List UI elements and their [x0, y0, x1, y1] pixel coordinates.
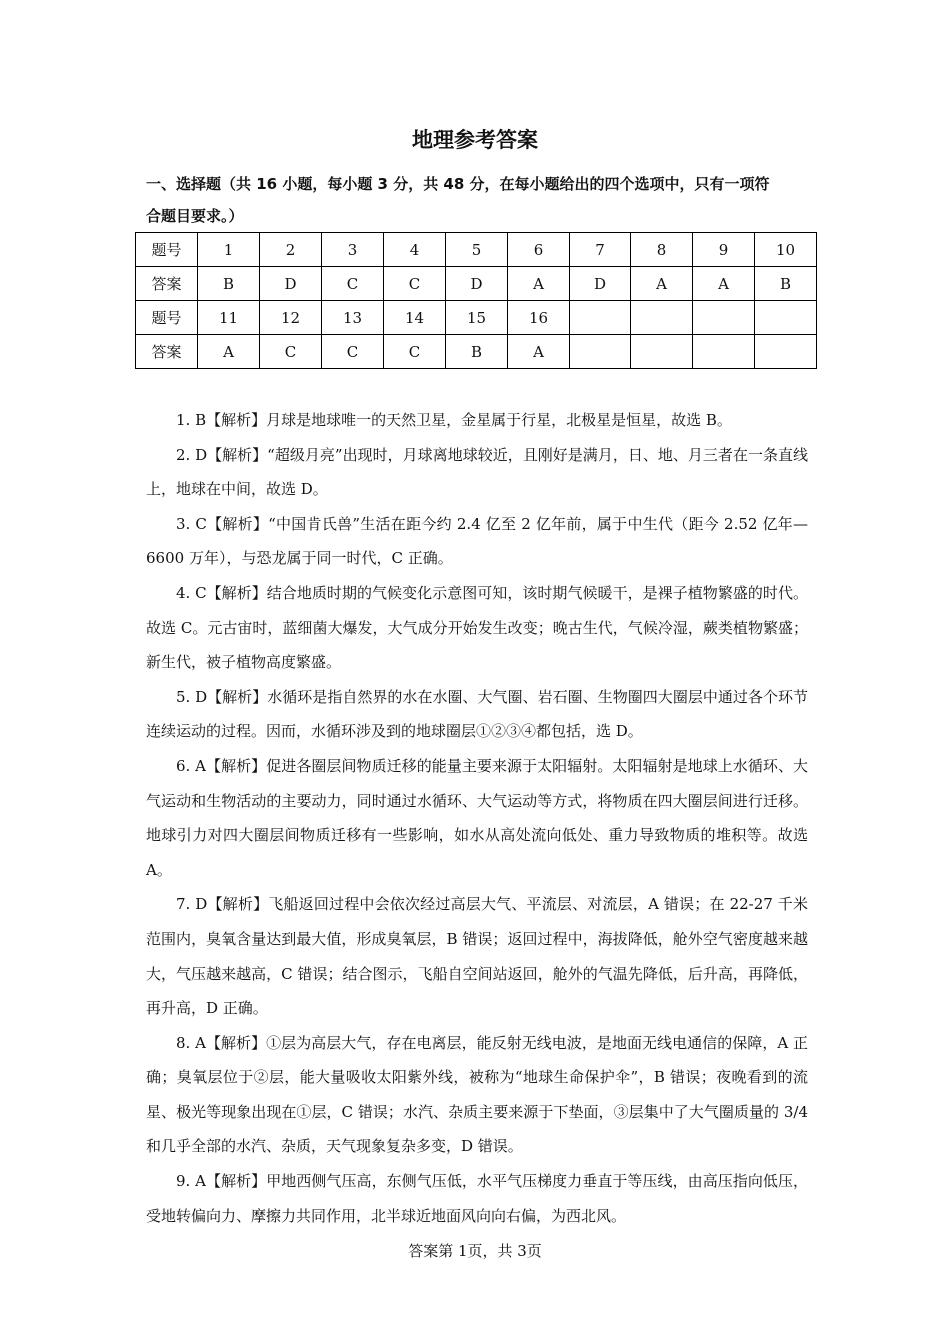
table-row: [136, 301, 817, 335]
table-cell: [755, 301, 817, 335]
table-cell: 10: [755, 233, 817, 267]
section-heading-line2: 合题目要求。）: [146, 207, 244, 225]
table-cell: 8: [631, 233, 693, 267]
table-cell: [570, 335, 631, 369]
table-cell: C: [322, 267, 384, 301]
table-cell: [693, 335, 755, 369]
table-cell: [631, 335, 693, 369]
explanation-item: 8. A【解析】①层为高层大气，存在电离层，能反射无线电波，是地面无线电通信的保障，A 正确；臭氧层位于②层，能大量吸收太阳紫外线，被称为“地球生命保护伞”，B 错误；夜晚看到的流星、极光等现象出现在①层，C 错误；水汽、杂质主要来源于下垫面，③层集中了大气圈质量的 3/4 和几乎全部的水汽、杂质，天气现象复杂多变，D 错误。: [146, 1033, 808, 1156]
explanation-item: 6. A【解析】促进各圈层间物质迁移的能量主要来源于太阳辐射。太阳辐射是地球上水循环、大气运动和生物活动的主要动力，同时通过水循环、大气运动等方式，将物质在四大圈层间进行迁移。地球引力对四大圈层间物质迁移有一些影响，如水从高处流向低处、重力导致物质的堆积等。故选 A。: [146, 756, 808, 879]
row-header-cell: 答案: [136, 335, 198, 369]
table-cell: B: [198, 267, 260, 301]
table-cell: A: [198, 335, 260, 369]
row-header-cell: 题号: [136, 301, 198, 335]
table-cell: C: [322, 335, 384, 369]
row-header-cell: 题号: [136, 233, 198, 267]
table-cell: A: [508, 335, 570, 369]
table-row: [136, 233, 817, 267]
table-cell: C: [260, 335, 322, 369]
table-row: [136, 335, 817, 369]
table-cell: [570, 301, 631, 335]
table-cell: 15: [446, 301, 508, 335]
table-cell: 4: [384, 233, 446, 267]
table-cell: 9: [693, 233, 755, 267]
table-cell: A: [631, 267, 693, 301]
table-cell: B: [446, 335, 508, 369]
table-cell: C: [384, 335, 446, 369]
answer-table: [135, 232, 817, 369]
table-cell: D: [570, 267, 631, 301]
table-cell: [755, 335, 817, 369]
table-cell: A: [693, 267, 755, 301]
table-cell: [631, 301, 693, 335]
table-cell: 2: [260, 233, 322, 267]
explanation-item: 9. A【解析】甲地西侧气压高，东侧气压低，水平气压梯度力垂直于等压线，由高压指向低压，受地转偏向力、摩擦力共同作用，北半球近地面风向向右偏，为西北风。: [146, 1172, 808, 1225]
explanation-list: [146, 403, 808, 1233]
explanation-item: 1. B【解析】月球是地球唯一的天然卫星，金星属于行星，北极星是恒星，故选 B。: [176, 411, 732, 429]
table-cell: 14: [384, 301, 446, 335]
table-cell: 6: [508, 233, 570, 267]
explanation-item: 7. D【解析】飞船返回过程中会依次经过高层大气、平流层、对流层，A 错误；在 22-27 千米范围内，臭氧含量达到最大值，形成臭氧层，B 错误；返回过程中，海拔降低，舱外空气密度越来越大，气压越来越高，C 错误；结合图示，飞船自空间站返回，舱外的气温先降低，后升高，再降低，再升高，D 正确。: [146, 895, 808, 1018]
table-cell: 5: [446, 233, 508, 267]
table-row: [136, 267, 817, 301]
table-cell: 11: [198, 301, 260, 335]
table-cell: D: [446, 267, 508, 301]
explanation-item: 4. C【解析】结合地质时期的气候变化示意图可知，该时期气候暖干，是裸子植物繁盛的时代。故选 C。元古宙时，蓝细菌大爆发，大气成分开始发生改变；晚古生代，气候冷湿，蕨类植物繁盛；新生代，被子植物高度繁盛。: [146, 583, 808, 672]
explanation-item: 3. C【解析】“中国肯氏兽”生活在距今约 2.4 亿至 2 亿年前，属于中生代（距今 2.52 亿年—6600 万年），与恐龙属于同一时代，C 正确。: [146, 514, 808, 568]
explanation-item: 5. D【解析】水循环是指自然界的水在水圈、大气圈、岩石圈、生物圈四大圈层中通过各个环节连续运动的过程。因而，水循环涉及到的地球圈层①②③④都包括，选 D。: [146, 687, 808, 741]
section-heading-line1: 一、选择题（共 16 小题，每小题 3 分，共 48 分，在每小题给出的四个选项中，只有一项符: [146, 175, 770, 193]
table-cell: C: [384, 267, 446, 301]
table-cell: 13: [322, 301, 384, 335]
table-cell: 16: [508, 301, 570, 335]
table-cell: [693, 301, 755, 335]
table-cell: B: [755, 267, 817, 301]
row-header-cell: 答案: [136, 267, 198, 301]
explanation-item: 2. D【解析】“超级月亮”出现时，月球离地球较近，且刚好是满月，日、地、月三者在一条直线上，地球在中间，故选 D。: [146, 445, 808, 499]
table-cell: D: [260, 267, 322, 301]
table-cell: A: [508, 267, 570, 301]
table-cell: 12: [260, 301, 322, 335]
table-cell: 3: [322, 233, 384, 267]
page-title: 地理参考答案: [412, 128, 538, 152]
table-cell: 7: [570, 233, 631, 267]
page-footer: 答案第 1页，共 3页: [408, 1242, 542, 1260]
table-cell: 1: [198, 233, 260, 267]
